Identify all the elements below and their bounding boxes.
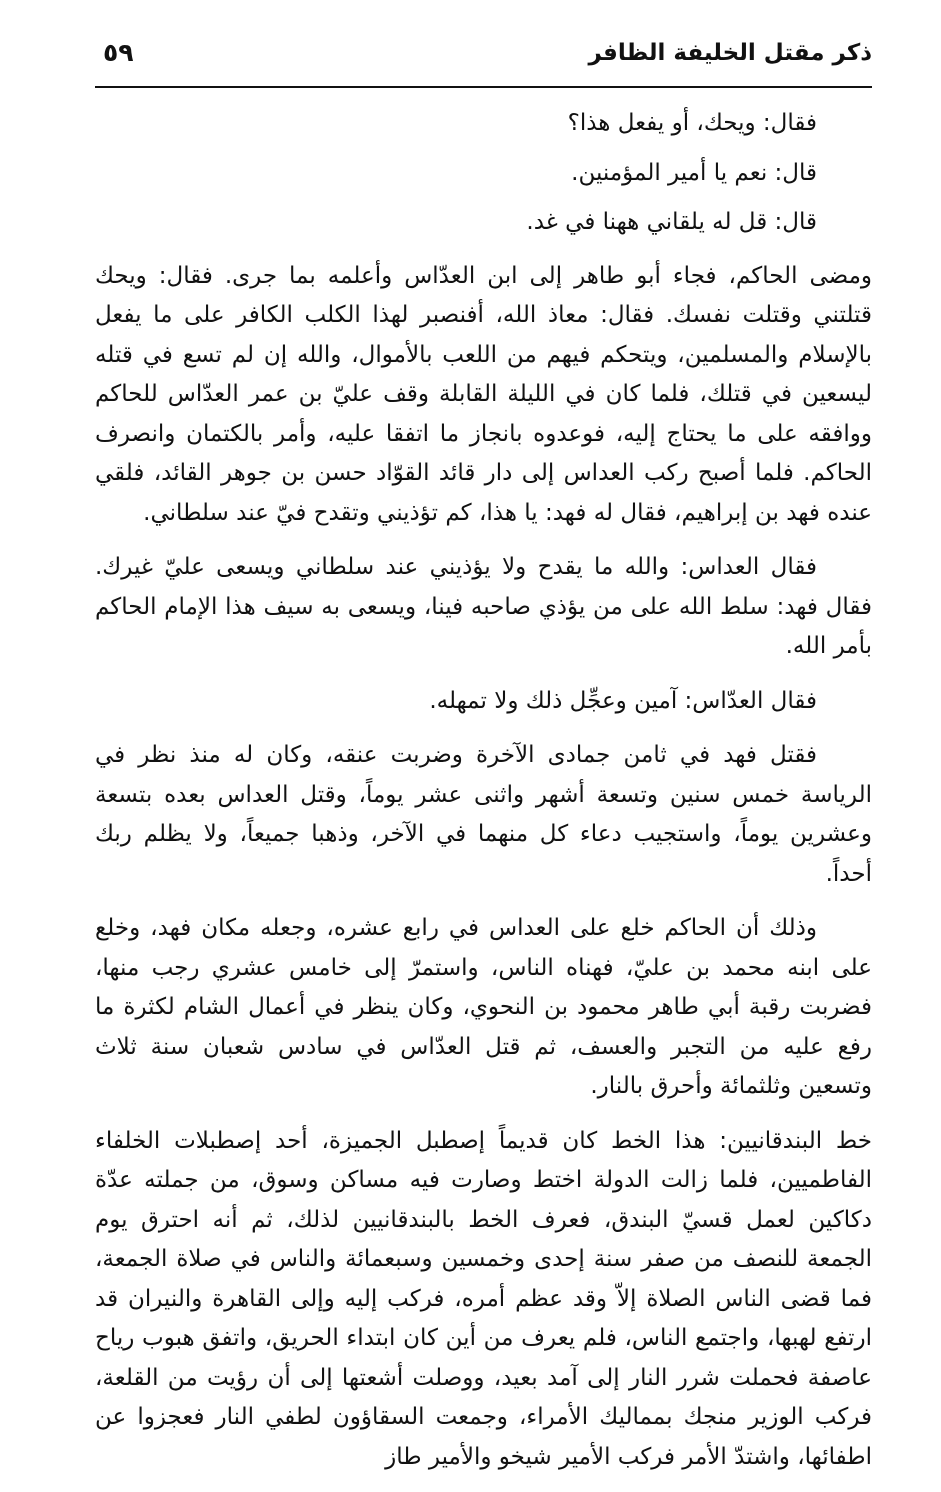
header-divider <box>95 86 872 88</box>
chapter-title: ذكر مقتل الخليفة الظافر <box>588 40 872 66</box>
running-header <box>95 28 872 84</box>
paragraph: خط البندقانيين: هذا الخط كان قديماً إصطبل الجميزة، أحد إصطبلات الخلفاء الفاطميين، فلما زالت الدولة اختط وصارت فيه مساكن وسوق، من جملته عدّة دكاكين لعمل قسيّ البندق، فعرف الخط بالبندقانيين لذلك، ثم أنه احترق يوم الجمعة للنصف من صفر سنة إحدى وخمسين وسبعمائة والناس في صلاة الجمعة، فما قضى الناس الصلاة إلاّ وقد عظم أمره، فركب إليه وإلى القاهرة والنيران قد ارتفع لهبها، واجتمع الناس، فلم يعرف من أين كان ابتداء الحريق، واتفق هبوب رياح عاصفة فحملت شرر النار إلى آمد بعيد، ووصلت أشعتها إلى أن رؤيت من القلعة، فركب الوزير منجك بمماليك الأمراء، وجمعت السقاؤون لطفي النار فعجزوا عن اطفائها، واشتدّ الأمر فركب الأمير شيخو والأمير طاز <box>95 1127 872 1470</box>
paragraph: فقال العداس: والله ما يقدح ولا يؤذيني عند سلطاني ويسعى عليّ غيرك. فقال فهد: سلط الله على من يؤذي صاحبه فينا، ويسعى به سيف هذا الإمام الحاكم بأمر الله. <box>95 554 872 659</box>
paragraph: وذلك أن الحاكم خلع على العداس في رابع عشره، وجعله مكان فهد، وخلع على ابنه محمد بن عليّ، فهناه الناس، واستمرّ إلى خامس عشري رجب منها، فضربت رقبة أبي طاهر محمود بن النحوي، وكان ينظر في أعمال الشام لكثرة ما رفع عليه من التجبر والعسف، ثم قتل العدّاس في سادس شعبان سنة ثلاث وتسعين وثلثمائة وأحرق بالنار. <box>95 915 872 1099</box>
paragraph: ومضى الحاكم، فجاء أبو طاهر إلى ابن العدّاس وأعلمه بما جرى. فقال: ويحك قتلتني وقتلت نفسك. فقال: معاذ الله، أفنصبر لهذا الكلب الكافر على ما يفعل بالإسلام والمسلمين، ويتحكم فيهم من اللعب بالأموال، والله إن لم تسع في قتله ليسعين في قتلك، فلما كان في الليلة القابلة وقف عليّ بن عمر العدّاس للحاكم ووافقه على ما يحتاج إليه، فوعدوه بانجاز ما اتفقا عليه، وأمر بالكتمان وانصرف الحاكم. فلما أصبح ركب العداس إلى دار قائد القوّاد حسن بن جوهر القائد، فلقي عنده فهد بن إبراهيم، فقال له فهد: يا هذا، كم تؤذيني وتقدح فيّ عند سلطاني. <box>95 262 872 526</box>
dialog-line: فقال: ويحك، أو يفعل هذا؟ <box>567 110 817 136</box>
dialog-line: قال: نعم يا أمير المؤمنين. <box>571 159 817 186</box>
paragraph: فقال العدّاس: آمين وعجِّل ذلك ولا تمهله. <box>429 687 817 714</box>
body-text <box>95 104 872 1492</box>
paragraph: فقتل فهد في ثامن جمادى الآخرة وضربت عنقه، وكان له منذ نظر في الرياسة خمس سنين وتسعة أشهر واثنى عشر يوماً، وقتل العداس بعده بتسعة وعشرين يوماً، واستجيب دعاء كل منهما في الآخر، وذهبا جميعاً، ولا يظلم ربك أحداً. <box>95 742 872 887</box>
dialog-line: قال: قل له يلقاني ههنا في غد. <box>526 209 817 235</box>
page-number: ٥٩ <box>103 38 134 67</box>
